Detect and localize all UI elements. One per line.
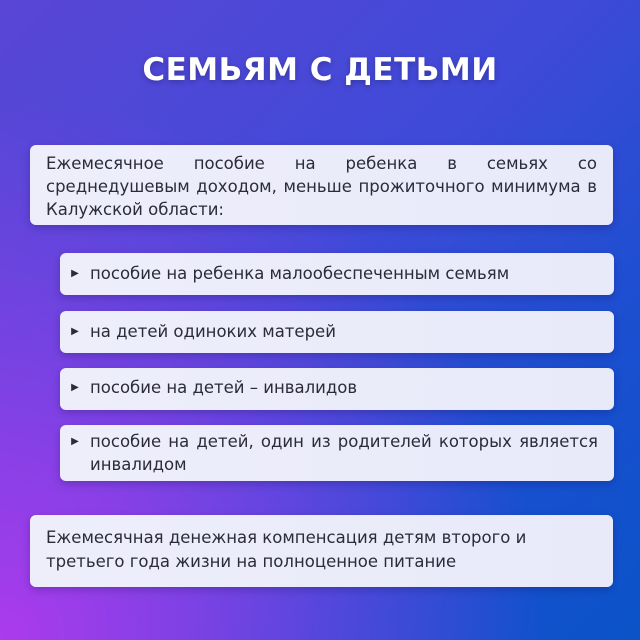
triangle-bullet-icon: ▶ — [71, 268, 79, 279]
triangle-bullet-icon: ▶ — [71, 326, 79, 337]
list-item-label: пособие на ребенка малообеспеченным семьям — [90, 264, 510, 283]
list-item — [60, 425, 614, 481]
intro-card — [30, 145, 613, 225]
page-title: СЕМЬЯМ С ДЕТЬМИ — [142, 52, 498, 88]
list-item — [60, 253, 614, 295]
list-item-label: пособие на детей – инвалидов — [90, 378, 358, 397]
list-item — [60, 311, 614, 353]
list-item-label: пособие на детей, один из родителей которых является инвалидом — [90, 432, 598, 474]
intro-text: Ежемесячное пособие на ребенка в семьях со среднедушевым доходом, меньше прожиточного минимума в Калужской области: — [46, 154, 597, 219]
triangle-bullet-icon: ▶ — [71, 382, 79, 393]
triangle-bullet-icon: ▶ — [71, 436, 79, 447]
footer-card — [30, 515, 613, 587]
footer-text: Ежемесячная денежная компенсация детям второго и третьего года жизни на полноценное питание — [46, 528, 527, 571]
list-item — [60, 368, 614, 410]
list-item-label: на детей одиноких матерей — [90, 322, 336, 341]
